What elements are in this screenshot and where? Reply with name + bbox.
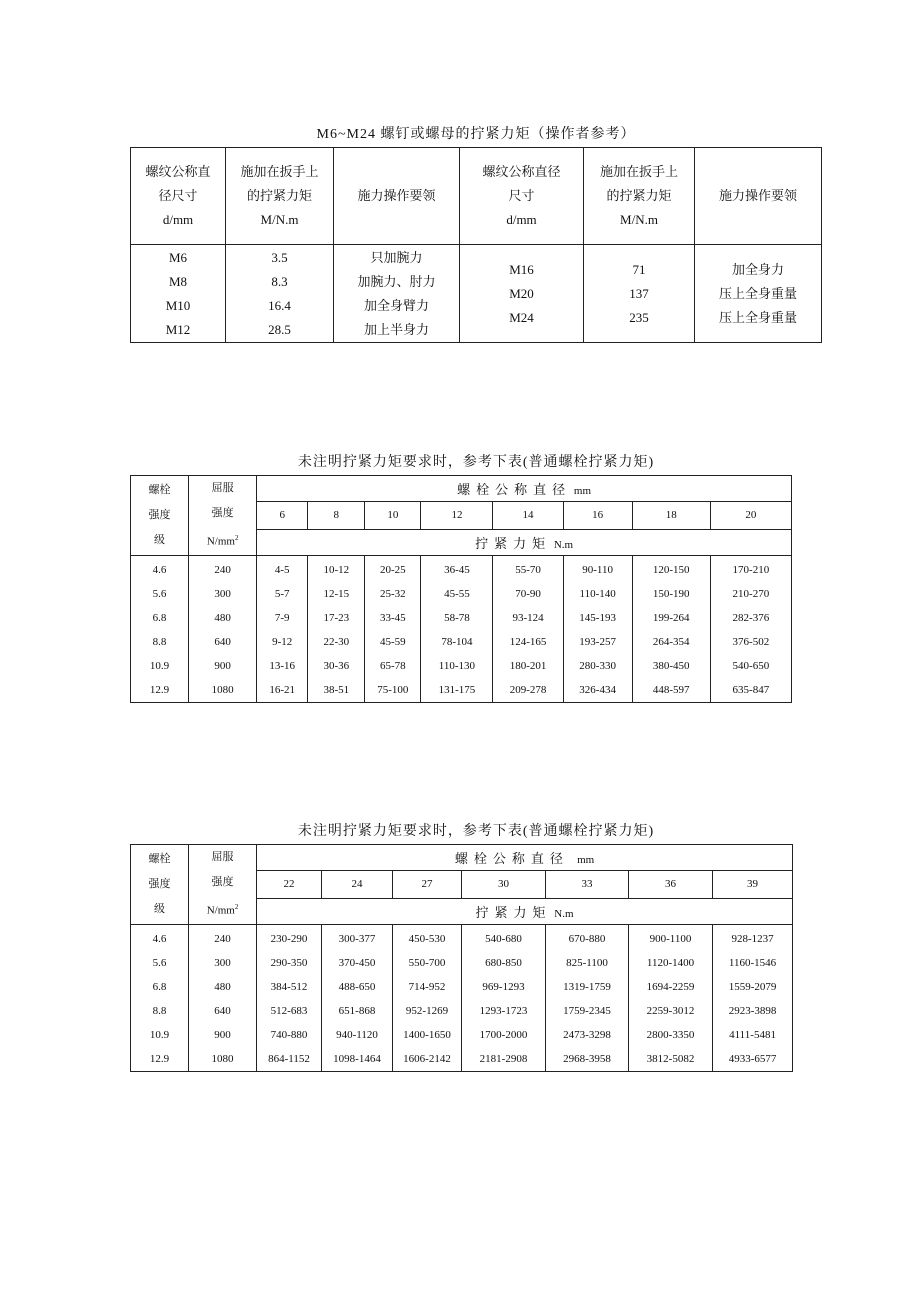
torque-range: 4-5 xyxy=(274,563,290,576)
header-line: 螺栓 xyxy=(148,852,171,865)
header-line: 螺纹公称直 xyxy=(145,164,211,179)
diameter-cell: 20 xyxy=(710,501,791,530)
header-line: 级 xyxy=(154,902,165,915)
torque-range: 1098-1464 xyxy=(333,1052,381,1065)
diameter-cell: 18 xyxy=(632,501,710,530)
diameter-cell: 12 xyxy=(421,501,493,530)
torque-range: 210-270 xyxy=(732,587,770,600)
size-value: M10 xyxy=(165,297,191,313)
torque-range: 93-124 xyxy=(512,611,544,624)
header-line: d/mm xyxy=(162,212,194,227)
table3-data-row xyxy=(131,924,793,1071)
grades-column xyxy=(131,924,189,1071)
diameter-header-unit: mm xyxy=(577,853,595,866)
header-line: 屈服 xyxy=(211,482,234,494)
torque-range: 1606-2142 xyxy=(403,1052,451,1065)
torque-range: 90-110 xyxy=(582,563,613,576)
torque-range: 2259-3012 xyxy=(646,1004,695,1017)
grade-value: 6.8 xyxy=(152,611,167,624)
strength-value: 300 xyxy=(214,956,231,969)
grade-header xyxy=(131,476,189,556)
header-line: M/N.m xyxy=(260,212,299,227)
strength-value: 640 xyxy=(214,1004,231,1017)
method-value: 加腕力、肘力 xyxy=(357,273,436,289)
grade-header xyxy=(131,845,189,925)
diameter-cell: 24 xyxy=(322,870,393,899)
torque-range: 1400-1650 xyxy=(403,1028,451,1041)
diameter-header-label: 螺栓公称直径 xyxy=(454,850,569,866)
diameter-cell: 36 xyxy=(629,870,713,899)
torque-range: 540-650 xyxy=(732,659,770,672)
torque-column xyxy=(629,924,713,1071)
yield-strength-header xyxy=(189,845,257,925)
header-line xyxy=(189,895,256,924)
torque-range: 17-23 xyxy=(323,611,350,624)
header-line: 级 xyxy=(154,533,166,546)
torque-range: 384-512 xyxy=(270,980,308,993)
torque-range: 300-377 xyxy=(338,932,376,945)
header-line xyxy=(189,526,256,555)
torque-range: 2181-2908 xyxy=(479,1052,528,1065)
size-value: M12 xyxy=(165,321,191,337)
torque-range: 3812-5082 xyxy=(646,1052,695,1065)
torque-range: 110-130 xyxy=(438,659,476,672)
torque-value: 71 xyxy=(632,261,646,277)
torque-range: 448-597 xyxy=(652,683,690,696)
torque-range: 16-21 xyxy=(269,683,296,696)
torque-range: 20-25 xyxy=(380,563,406,576)
yield-strength-header xyxy=(189,476,257,556)
header-line: 径尺寸 xyxy=(158,188,198,203)
strengths-column xyxy=(189,924,257,1071)
torque-range: 65-78 xyxy=(380,659,406,672)
left-torques-cell xyxy=(226,245,334,343)
torque-range: 10-12 xyxy=(323,563,350,576)
size-value: M8 xyxy=(168,273,188,289)
torque-range: 145-193 xyxy=(579,611,616,624)
torque-range: 1160-1546 xyxy=(728,956,777,969)
torque-range: 33-45 xyxy=(380,611,406,624)
diameter-header-label: 螺栓公称直径 xyxy=(457,481,572,497)
torque-range: 680-850 xyxy=(485,956,522,969)
torque-column xyxy=(421,555,493,702)
strength-value: 480 xyxy=(214,611,231,624)
torque-range: 55-70 xyxy=(515,563,541,576)
torque-range: 45-55 xyxy=(444,587,470,600)
unit-superscript: 2 xyxy=(234,903,239,911)
torque-range: 969-1293 xyxy=(482,980,525,993)
torque-header-label: 拧紧力矩 xyxy=(475,904,552,920)
unit-text: N/mm xyxy=(206,904,235,917)
torque-range: 78-104 xyxy=(441,635,473,648)
torque-range: 1700-2000 xyxy=(479,1028,528,1041)
header-line: 施加在扳手上 xyxy=(240,164,319,179)
method-value: 加全身臂力 xyxy=(363,297,429,313)
unit-superscript: 2 xyxy=(234,534,239,542)
torque-range: 900-1100 xyxy=(649,932,692,945)
diameter-cell: 30 xyxy=(462,870,546,899)
torque-range: 150-190 xyxy=(652,587,690,600)
diameter-header-unit: mm xyxy=(573,484,592,497)
grade-value: 8.8 xyxy=(152,1004,167,1017)
torque-range: 512-683 xyxy=(270,1004,308,1017)
torque-header-unit: N.m xyxy=(554,907,574,920)
torque-range: 199-264 xyxy=(652,611,690,624)
left-methods-cell xyxy=(334,245,460,343)
diameter-cell: 39 xyxy=(713,870,793,899)
torque-range: 952-1269 xyxy=(405,1004,449,1017)
torque-range: 1694-2259 xyxy=(646,980,695,993)
size-value: M16 xyxy=(509,261,534,277)
torque-value: 235 xyxy=(629,309,649,325)
torque-value: 8.3 xyxy=(271,273,288,289)
torque-range: 550-700 xyxy=(408,956,446,969)
method-value: 加上半身力 xyxy=(363,321,429,337)
table1-body-row xyxy=(131,245,822,343)
torque-range: 670-880 xyxy=(568,932,606,945)
bolt-torque-table-large xyxy=(130,844,793,1072)
torque-range: 326-434 xyxy=(579,683,616,696)
torque-header xyxy=(257,530,792,556)
torque-range: 22-30 xyxy=(323,635,350,648)
torque-range: 450-530 xyxy=(408,932,446,945)
grade-value: 8.8 xyxy=(152,635,167,648)
left-sizes-cell xyxy=(131,245,226,343)
torque-range: 30-36 xyxy=(323,659,350,672)
header-thread-diameter-2 xyxy=(460,148,584,245)
header-wrench-torque xyxy=(226,148,334,245)
method-value: 只加腕力 xyxy=(370,249,423,265)
strength-value: 480 xyxy=(214,980,231,993)
grade-value: 12.9 xyxy=(149,683,170,696)
torque-range: 131-175 xyxy=(438,683,476,696)
torque-range: 193-257 xyxy=(579,635,616,648)
strength-value: 300 xyxy=(214,587,231,600)
header-line: 强度 xyxy=(148,508,171,521)
torque-range: 940-1120 xyxy=(336,1028,378,1041)
torque-range: 9-12 xyxy=(272,635,293,648)
torque-range: 170-210 xyxy=(732,563,770,576)
grade-value: 10.9 xyxy=(149,659,170,672)
torque-range: 864-1152 xyxy=(268,1052,310,1065)
grade-value: 4.6 xyxy=(152,932,167,945)
diameter-cell: 16 xyxy=(563,501,632,530)
strength-value: 240 xyxy=(214,932,231,945)
torque-header-label: 拧紧力矩 xyxy=(475,535,552,551)
torque-range: 25-32 xyxy=(380,587,406,600)
torque-range: 651-868 xyxy=(338,1004,376,1017)
torque-header xyxy=(257,899,793,925)
header-line: 强度 xyxy=(211,876,234,888)
torque-column xyxy=(493,555,563,702)
torque-range: 180-201 xyxy=(509,659,547,672)
torque-column xyxy=(393,924,462,1071)
torque-column xyxy=(257,924,322,1071)
header-line: 强度 xyxy=(148,877,171,890)
grade-value: 5.6 xyxy=(152,587,167,600)
torque-range: 70-90 xyxy=(515,587,541,600)
torque-column xyxy=(710,555,791,702)
header-method-2: 施力操作要领 xyxy=(695,148,822,245)
torque-column xyxy=(257,555,308,702)
torque-range: 376-502 xyxy=(732,635,770,648)
right-sizes-cell xyxy=(460,245,584,343)
torque-range: 58-78 xyxy=(444,611,470,624)
grades-column xyxy=(131,555,189,702)
header-line: 的拧紧力矩 xyxy=(246,188,312,203)
table3-title: 未注明拧紧力矩要求时，参考下表(普通螺栓拧紧力矩) xyxy=(297,824,655,839)
torque-range: 1319-1759 xyxy=(563,980,611,993)
strength-value: 1080 xyxy=(211,1052,234,1065)
header-line: M/N.m xyxy=(620,212,658,227)
header-line: 强度 xyxy=(211,507,234,519)
torque-column xyxy=(632,555,710,702)
right-torques-cell xyxy=(584,245,695,343)
strength-value: 900 xyxy=(214,1028,231,1041)
header-line: 螺纹公称直径 xyxy=(482,164,561,179)
torque-column xyxy=(563,555,632,702)
torque-range: 4111-5481 xyxy=(729,1028,776,1041)
torque-range: 45-59 xyxy=(380,635,406,648)
method-value: 加全身力 xyxy=(731,261,784,277)
torque-value: 3.5 xyxy=(271,249,288,265)
grade-value: 5.6 xyxy=(152,956,167,969)
diameter-cell: 6 xyxy=(257,501,308,530)
table2-header-row-1 xyxy=(131,476,792,502)
method-value: 压上全身重量 xyxy=(718,285,797,301)
header-line: 施加在扳手上 xyxy=(599,164,678,179)
torque-range: 120-150 xyxy=(652,563,690,576)
strength-value: 900 xyxy=(214,659,231,672)
header-line: 螺栓 xyxy=(148,483,171,496)
table3-header-row-1 xyxy=(131,845,793,871)
torque-range: 75-100 xyxy=(377,683,409,696)
torque-range: 264-354 xyxy=(652,635,690,648)
unit-text: N/mm xyxy=(206,535,235,548)
torque-value: 137 xyxy=(629,285,649,301)
diameter-cell: 27 xyxy=(393,870,462,899)
table2-data-row xyxy=(131,555,792,702)
method-value: 压上全身重量 xyxy=(718,309,797,325)
torque-range: 370-450 xyxy=(338,956,376,969)
torque-range: 488-650 xyxy=(338,980,376,993)
torque-range: 280-330 xyxy=(579,659,616,672)
torque-column xyxy=(322,924,393,1071)
table1-title: M6~M24 螺钉或螺母的拧紧力矩（操作者参考） xyxy=(316,127,636,142)
torque-range: 714-952 xyxy=(408,980,446,993)
diameter-cell: 33 xyxy=(546,870,629,899)
table1-header-row xyxy=(131,148,822,245)
torque-range: 38-51 xyxy=(323,683,350,696)
header-line: 屈服 xyxy=(211,851,234,863)
torque-range: 12-15 xyxy=(323,587,350,600)
torque-column xyxy=(713,924,793,1071)
grade-value: 4.6 xyxy=(152,563,167,576)
torque-range: 5-7 xyxy=(274,587,290,600)
grade-value: 10.9 xyxy=(149,1028,170,1041)
grade-value: 6.8 xyxy=(152,980,167,993)
torque-range: 124-165 xyxy=(509,635,547,648)
grade-value: 12.9 xyxy=(149,1052,170,1065)
torque-range: 380-450 xyxy=(652,659,690,672)
tightening-torque-table-operator xyxy=(130,147,822,343)
torque-range: 635-847 xyxy=(732,683,770,696)
torque-range: 1559-2079 xyxy=(728,980,777,993)
diameter-cell: 22 xyxy=(257,870,322,899)
diameter-cell: 8 xyxy=(308,501,365,530)
torque-range: 4933-6577 xyxy=(728,1052,777,1065)
torque-range: 7-9 xyxy=(274,611,290,624)
torque-range: 2923-3898 xyxy=(728,1004,777,1017)
torque-header-unit: N.m xyxy=(553,538,574,551)
torque-range: 540-680 xyxy=(485,932,522,945)
torque-column xyxy=(308,555,365,702)
torque-range: 282-376 xyxy=(732,611,770,624)
right-methods-cell xyxy=(695,245,822,343)
torque-range: 110-140 xyxy=(579,587,616,600)
header-line: 的拧紧力矩 xyxy=(606,188,672,203)
size-value: M6 xyxy=(168,249,188,265)
torque-range: 209-278 xyxy=(509,683,547,696)
torque-value: 16.4 xyxy=(268,297,291,313)
size-value: M24 xyxy=(509,309,534,325)
header-line: d/mm xyxy=(506,212,537,227)
diameter-header xyxy=(257,476,792,502)
torque-column xyxy=(365,555,421,702)
strength-value: 1080 xyxy=(211,683,234,696)
torque-range: 2968-3958 xyxy=(563,1052,611,1065)
table2-title: 未注明拧紧力矩要求时，参考下表(普通螺栓拧紧力矩) xyxy=(297,455,655,470)
bolt-torque-table-small xyxy=(130,475,792,703)
torque-range: 2473-3298 xyxy=(563,1028,611,1041)
header-wrench-torque-2 xyxy=(584,148,695,245)
diameter-cell: 14 xyxy=(493,501,563,530)
header-method: 施力操作要领 xyxy=(334,148,460,245)
strengths-column xyxy=(189,555,257,702)
diameter-header xyxy=(257,845,793,871)
header-line: 尺寸 xyxy=(508,188,535,203)
torque-value: 28.5 xyxy=(268,321,291,337)
strength-value: 640 xyxy=(214,635,231,648)
strength-value: 240 xyxy=(214,563,231,576)
header-thread-diameter xyxy=(131,148,226,245)
torque-range: 230-290 xyxy=(270,932,308,945)
torque-range: 825-1100 xyxy=(566,956,608,969)
torque-range: 1759-2345 xyxy=(563,1004,611,1017)
torque-range: 740-880 xyxy=(270,1028,308,1041)
torque-range: 2800-3350 xyxy=(646,1028,695,1041)
size-value: M20 xyxy=(509,285,534,301)
torque-range: 928-1237 xyxy=(731,932,774,945)
torque-range: 1293-1723 xyxy=(479,1004,528,1017)
torque-range: 1120-1400 xyxy=(646,956,695,969)
diameter-cell: 10 xyxy=(365,501,421,530)
torque-range: 290-350 xyxy=(270,956,308,969)
torque-column xyxy=(462,924,546,1071)
torque-range: 36-45 xyxy=(444,563,470,576)
torque-column xyxy=(546,924,629,1071)
torque-range: 13-16 xyxy=(269,659,296,672)
